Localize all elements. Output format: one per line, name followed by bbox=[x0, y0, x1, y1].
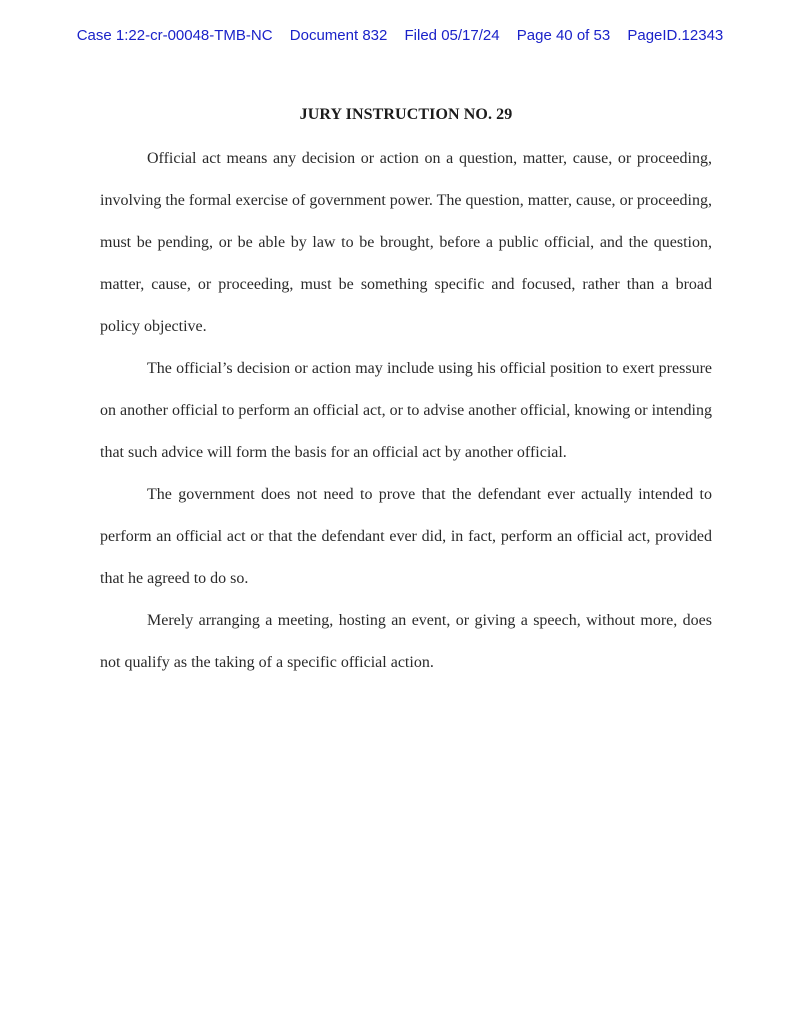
filed-date: Filed 05/17/24 bbox=[404, 27, 500, 44]
case-header bbox=[0, 27, 800, 44]
paragraph: The government does not need to prove that the defendant ever actually intended to perform an official act or that the defendant ever did, in fact, perform an official act, provided that he agreed to do so. bbox=[100, 486, 712, 587]
instruction-title: JURY INSTRUCTION NO. 29 bbox=[299, 106, 513, 123]
page-count: Page 40 of 53 bbox=[516, 27, 611, 44]
paragraph: The official’s decision or action may include using his official position to exert pressure on another official to perform an official act, or to advise another official, knowing or intending that such advice will form the basis for an official act by another official. bbox=[100, 360, 712, 461]
instruction-body bbox=[100, 138, 712, 684]
paragraph: Merely arranging a meeting, hosting an event, or giving a speech, without more, does not qualify as the taking of a specific official action. bbox=[100, 612, 712, 671]
case-number: Case 1:22-cr-00048-TMB-NC bbox=[76, 27, 273, 44]
document-number: Document 832 bbox=[289, 27, 388, 44]
page-id: PageID.12343 bbox=[627, 27, 724, 44]
paragraph: Official act means any decision or action on a question, matter, cause, or proceeding, involving the formal exercise of government power. The question, matter, cause, or proceeding, must be pending, or be able by law to be brought, before a public official, and the question, matter, cause, or proceeding, must be something specific and focused, rather than a broad policy objective. bbox=[100, 150, 712, 335]
